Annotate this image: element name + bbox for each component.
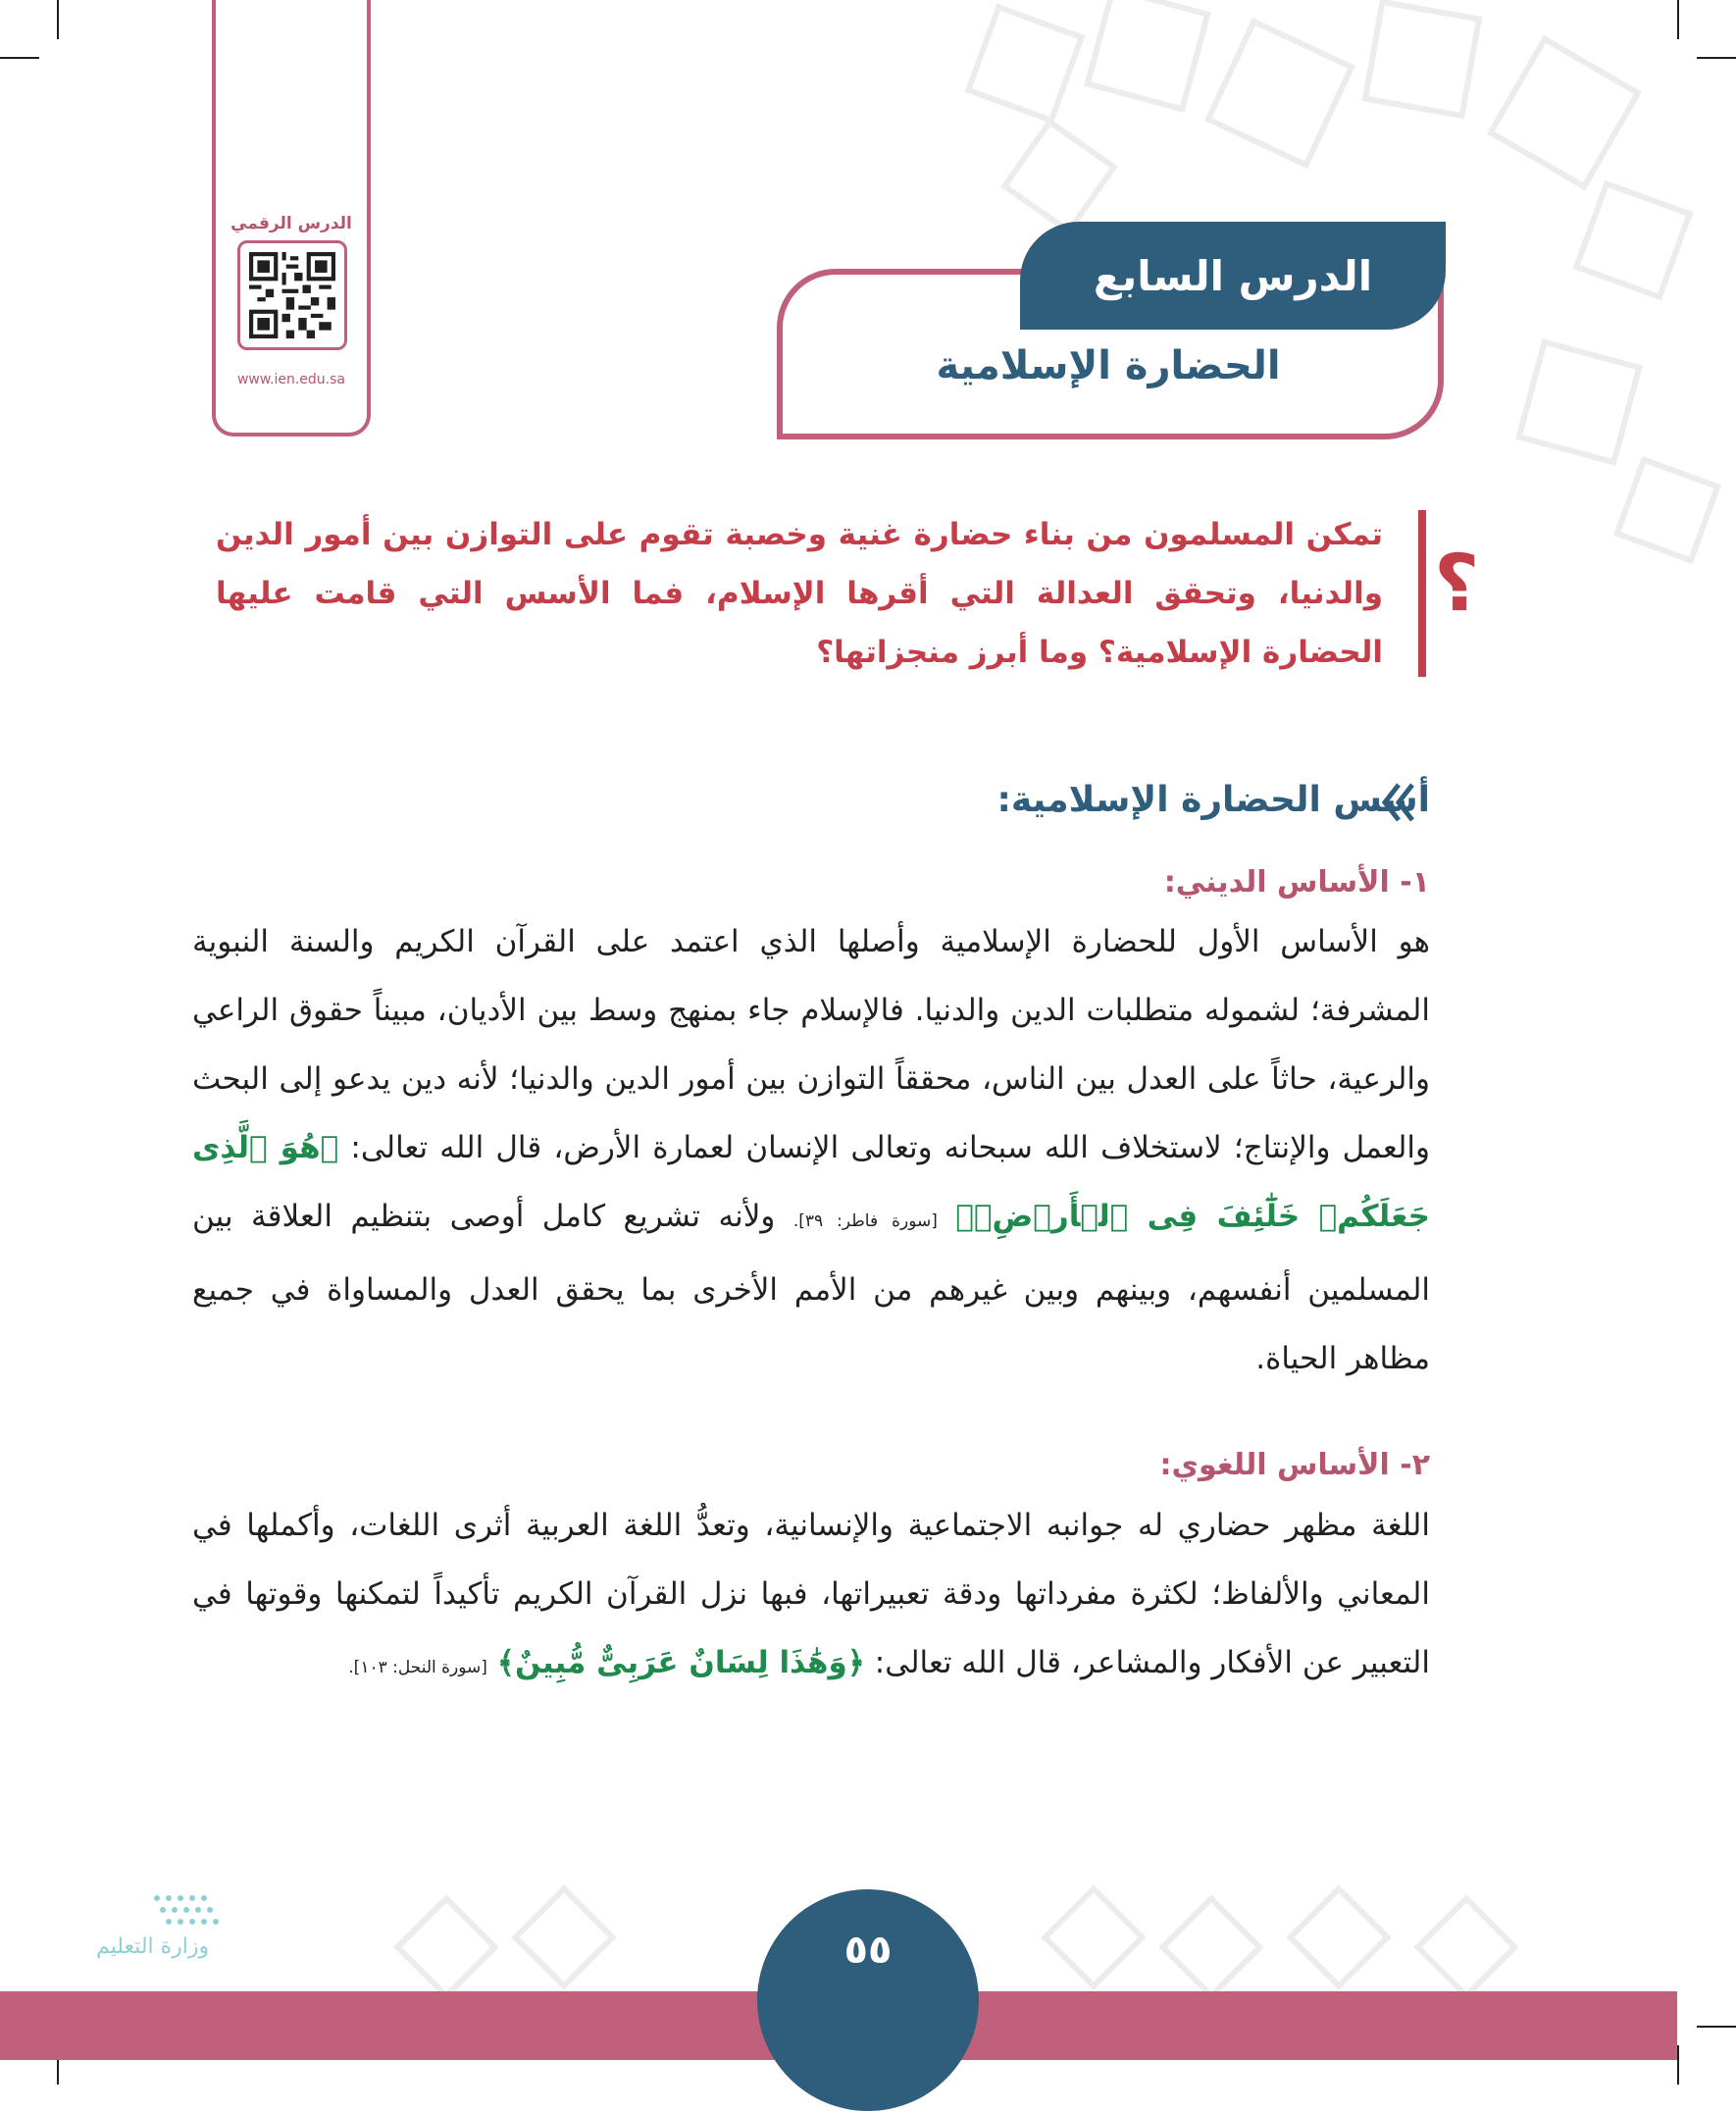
intro-paragraph: تمكن المسلمون من بناء حضارة غنية وخصبة تقوم على التوازن بين أمور الدين والدنيا، وتحقق العدالة التي أقرها الإسلام، فما الأسس التي قامت عليها الحضارة الإسلامية؟ وما أبرز منجزاتها؟: [216, 517, 1383, 670]
section-title: أسس الحضارة الإسلامية:: [996, 780, 1430, 820]
religious-heading: ١- الأساس الديني:: [1163, 865, 1430, 900]
digital-lesson-url[interactable]: www.ien.edu.sa: [236, 372, 346, 387]
linguistic-heading: ٢- الأساس اللغوي:: [1159, 1448, 1430, 1482]
page-number: ٥٥: [843, 1928, 893, 1973]
crop-mark: [1677, 2045, 1679, 2085]
quran-verse-fatir: ﴿هُوَ ٱلَّذِى جَعَلَكُمۡ خَلَٰٓئِفَ فِى ٱلۡأَرۡضِۚ﴾: [192, 1130, 1431, 1234]
verse-reference-fatir: [سورة فاطر: ٣٩].: [792, 1211, 938, 1231]
crop-mark: [1677, 0, 1679, 39]
qr-code-icon[interactable]: [237, 240, 347, 350]
religious-text-continued: ولأنه تشريع كامل أوصى بتنظيم العلاقة بين المسلمين أنفسهم، وبينهم وبين غيرهم من الأمم الأخرى بما يحقق العدل والمساواة في جميع مظاهر الحياة.: [192, 1199, 1430, 1376]
religious-text: هو الأساس الأول للحضارة الإسلامية وأصلها الذي اعتمد على القرآن الكريم والسنة النبوية المشرفة؛ لشموله متطلبات الدين والدنيا. فالإسلام جاء بمنهج وسط بين الأديان، مبيناً حقوق الراعي والرعية، حاثاً على العدل بين الناس، محققاً التوازن بين أمور الدين والدنيا؛ لأنه دين يدعو إلى البحث والعمل والإنتاج؛ لاستخلاف الله سبحانه وتعالى الإنسان لعمارة الأرض، قال الله تعالى:: [192, 924, 1430, 1165]
crop-mark: [1697, 2026, 1736, 2028]
crop-mark: [1697, 57, 1736, 59]
linguistic-text: اللغة مظهر حضاري له جوانبه الاجتماعية والإنسانية، وتعدُّ اللغة العربية أثرى اللغات، وأكملها في المعاني والألفاظ؛ لكثرة مفرداتها ودقة تعبيراتها، فبها نزل القرآن الكريم تأكيداً لتمكنها وقوتها في التعبير عن الأفكار والمشاعر، قال الله تعالى:: [192, 1508, 1430, 1680]
intro-accent-bar: [1418, 510, 1426, 677]
lesson-title: الحضارة الإسلامية: [936, 343, 1281, 388]
crop-mark: [57, 0, 59, 39]
ministry-name: وزارة التعليم: [96, 1934, 210, 1959]
quran-verse-nahl: ﴿وَهَٰذَا لِسَانٌ عَرَبِىٌّ مُّبِينٌ﴾: [496, 1645, 865, 1680]
verse-reference-nahl: [سورة النحل: ١٠٣].: [348, 1658, 487, 1677]
linguistic-paragraph: [192, 1491, 1430, 1702]
religious-paragraph: [192, 907, 1430, 1393]
page-number-badge: [757, 1889, 979, 2111]
digital-lesson-label: الدرس الرقمي: [230, 214, 352, 233]
crop-mark: [0, 57, 39, 59]
digital-lesson-tab[interactable]: [212, 0, 371, 437]
lesson-number-label: الدرس السابع: [1020, 222, 1446, 330]
question-mark-icon: ؟: [1434, 538, 1480, 629]
